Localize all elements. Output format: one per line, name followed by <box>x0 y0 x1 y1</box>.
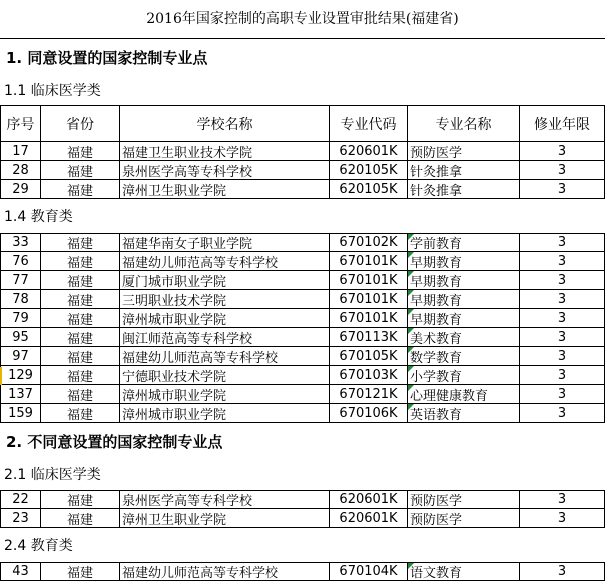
cell-province[interactable]: 福建 <box>41 271 120 289</box>
cell-school[interactable]: 漳州城市职业学院 <box>120 404 330 422</box>
cell-years[interactable]: 3 <box>520 252 605 270</box>
cell-years[interactable]: 3 <box>520 180 605 198</box>
cell-index[interactable]: 159 <box>0 404 41 422</box>
section-label: 1. 同意设置的国家控制专业点 <box>6 48 208 67</box>
header-cell-province: 省份 <box>41 106 120 141</box>
cell-school[interactable]: 泉州医学高等专科学校 <box>120 161 330 179</box>
cell-code[interactable]: 670104K <box>330 563 408 580</box>
cell-index[interactable]: 76 <box>0 252 41 270</box>
subsection-education-2 <box>0 528 605 562</box>
cell-code[interactable]: 620601K <box>330 142 408 160</box>
cell-school[interactable]: 福建华南女子职业学院 <box>120 234 330 251</box>
cell-index[interactable]: 22 <box>0 491 41 508</box>
table-row <box>0 252 605 271</box>
cell-years[interactable]: 3 <box>520 563 605 580</box>
table-row <box>0 490 605 509</box>
cell-school[interactable]: 漳州卫生职业学院 <box>120 180 330 198</box>
cell-major[interactable] <box>408 347 520 365</box>
cell-school[interactable]: 三明职业技术学院 <box>120 290 330 308</box>
section-label: 2. 不同意设置的国家控制专业点 <box>6 432 223 451</box>
cell-index[interactable]: 97 <box>0 347 41 365</box>
cell-code[interactable]: 620601K <box>330 491 408 508</box>
comment-indicator-icon <box>408 328 414 334</box>
cell-years[interactable]: 3 <box>520 509 605 527</box>
comment-indicator-icon <box>408 234 414 240</box>
cell-text: 早期教育 <box>410 293 463 308</box>
cell-school[interactable]: 闽江师范高等专科学校 <box>120 328 330 346</box>
header-cell-code: 专业代码 <box>330 106 408 141</box>
table-row <box>0 509 605 528</box>
cell-school[interactable]: 福建卫生职业技术学院 <box>120 142 330 160</box>
cell-years[interactable]: 3 <box>520 161 605 179</box>
cell-province[interactable]: 福建 <box>41 491 120 508</box>
cell-province[interactable]: 福建 <box>41 347 120 365</box>
table-row <box>0 385 605 404</box>
cell-code[interactable]: 620105K <box>330 180 408 198</box>
cell-index[interactable]: 23 <box>0 509 41 527</box>
header-cell-years: 修业年限 <box>520 106 605 141</box>
table-row <box>0 562 605 581</box>
subsection-clinical-1 <box>0 75 605 105</box>
table-row <box>0 309 605 328</box>
cell-code[interactable]: 620105K <box>330 161 408 179</box>
cell-years[interactable]: 3 <box>520 491 605 508</box>
cell-school[interactable]: 漳州城市职业学院 <box>120 309 330 327</box>
cell-years[interactable]: 3 <box>520 347 605 365</box>
cell-index[interactable]: 17 <box>0 142 41 160</box>
cell-province[interactable]: 福建 <box>41 309 120 327</box>
cell-major[interactable]: 预防医学 <box>408 509 520 527</box>
comment-indicator-icon <box>408 404 414 410</box>
cell-index[interactable]: 129 <box>0 366 41 384</box>
table-row <box>0 161 605 180</box>
cell-text: 心理健康教育 <box>410 388 489 403</box>
cell-code[interactable]: 670103K <box>330 366 408 384</box>
cell-index[interactable]: 77 <box>0 271 41 289</box>
header-cell-index: 序号 <box>0 106 41 141</box>
cell-text: 语文教育 <box>410 566 463 580</box>
comment-indicator-icon <box>408 271 414 277</box>
cell-major[interactable] <box>408 404 520 422</box>
subsection-education-1 <box>0 199 605 232</box>
cell-major[interactable]: 预防医学 <box>408 491 520 508</box>
cell-text: 小学教育 <box>410 369 463 384</box>
table-row <box>0 404 605 423</box>
cell-index[interactable]: 79 <box>0 309 41 327</box>
cell-text: 美术教育 <box>410 331 463 346</box>
row-highlight-marker <box>0 367 2 385</box>
cell-code[interactable]: 670101K <box>330 290 408 308</box>
cell-province[interactable]: 福建 <box>41 366 120 384</box>
table-header-row <box>0 105 605 142</box>
cell-index[interactable]: 28 <box>0 161 41 179</box>
cell-major[interactable] <box>408 366 520 384</box>
table-row <box>0 328 605 347</box>
cell-code[interactable]: 670101K <box>330 252 408 270</box>
comment-indicator-icon <box>408 366 414 372</box>
header-cell-school: 学校名称 <box>120 106 330 141</box>
comment-indicator-icon <box>408 290 414 296</box>
cell-province[interactable]: 福建 <box>41 385 120 403</box>
subsection-label: 1.4 教育类 <box>4 208 73 225</box>
cell-text: 英语教育 <box>410 407 463 422</box>
section-rejected <box>0 424 605 458</box>
comment-indicator-icon <box>408 347 414 353</box>
cell-school[interactable]: 福建幼儿师范高等专科学校 <box>120 347 330 365</box>
cell-years[interactable]: 3 <box>520 404 605 422</box>
cell-years[interactable]: 3 <box>520 271 605 289</box>
cell-code[interactable]: 670101K <box>330 271 408 289</box>
subsection-label: 1.1 临床医学类 <box>4 83 101 99</box>
cell-major[interactable]: 针灸推拿 <box>408 180 520 198</box>
section-approved <box>0 39 605 75</box>
page-title: 2016年国家控制的高职专业设置审批结果(福建省) <box>146 11 459 27</box>
cell-major[interactable] <box>408 328 520 346</box>
cell-province[interactable]: 福建 <box>41 161 120 179</box>
cell-school[interactable]: 泉州医学高等专科学校 <box>120 491 330 508</box>
table-row <box>0 180 605 199</box>
cell-province[interactable]: 福建 <box>41 234 120 251</box>
cell-years[interactable]: 3 <box>520 309 605 327</box>
cell-code[interactable]: 670106K <box>330 404 408 422</box>
cell-index[interactable]: 43 <box>0 563 41 580</box>
cell-school[interactable]: 漳州城市职业学院 <box>120 385 330 403</box>
comment-indicator-icon <box>408 563 414 569</box>
cell-school[interactable]: 福建幼儿师范高等专科学校 <box>120 252 330 270</box>
cell-text: 学前教育 <box>410 237 463 251</box>
comment-indicator-icon <box>408 252 414 258</box>
cell-major[interactable] <box>408 385 520 403</box>
cell-major[interactable] <box>408 290 520 308</box>
comment-indicator-icon <box>408 309 414 315</box>
cell-school[interactable]: 漳州卫生职业学院 <box>120 509 330 527</box>
cell-major[interactable] <box>408 271 520 289</box>
cell-years[interactable]: 3 <box>520 290 605 308</box>
cell-index[interactable]: 78 <box>0 290 41 308</box>
cell-index[interactable]: 137 <box>0 385 41 403</box>
cell-code[interactable]: 670102K <box>330 234 408 251</box>
cell-province[interactable]: 福建 <box>41 404 120 422</box>
cell-years[interactable]: 3 <box>520 328 605 346</box>
subsection-clinical-2 <box>0 458 605 490</box>
table-row <box>0 290 605 309</box>
header-cell-major: 专业名称 <box>408 106 520 141</box>
cell-major[interactable] <box>408 234 520 251</box>
cell-code[interactable]: 670113K <box>330 328 408 346</box>
cell-major[interactable]: 预防医学 <box>408 142 520 160</box>
comment-indicator-icon <box>408 385 414 391</box>
cell-major[interactable]: 针灸推拿 <box>408 161 520 179</box>
cell-province[interactable]: 福建 <box>41 252 120 270</box>
cell-index[interactable]: 29 <box>0 180 41 198</box>
cell-province[interactable]: 福建 <box>41 180 120 198</box>
cell-school[interactable]: 福建幼儿师范高等专科学校 <box>120 563 330 580</box>
cell-text: 早期教育 <box>410 255 463 270</box>
cell-code[interactable]: 620601K <box>330 509 408 527</box>
cell-province[interactable]: 福建 <box>41 509 120 527</box>
cell-major[interactable] <box>408 563 520 580</box>
cell-province[interactable]: 福建 <box>41 290 120 308</box>
cell-province[interactable]: 福建 <box>41 142 120 160</box>
cell-code[interactable]: 670121K <box>330 385 408 403</box>
cell-school[interactable]: 宁德职业技术学院 <box>120 366 330 384</box>
cell-text: 数学教育 <box>410 350 463 365</box>
cell-major[interactable] <box>408 309 520 327</box>
table-row <box>0 233 605 252</box>
table-row <box>0 347 605 366</box>
cell-text: 早期教育 <box>410 312 463 327</box>
cell-years[interactable]: 3 <box>520 234 605 251</box>
cell-text: 早期教育 <box>410 274 463 289</box>
table-row <box>0 142 605 161</box>
subsection-label: 2.1 临床医学类 <box>4 467 101 483</box>
cell-code[interactable]: 670101K <box>330 309 408 327</box>
cell-school[interactable]: 厦门城市职业学院 <box>120 271 330 289</box>
subsection-label: 2.4 教育类 <box>4 538 73 554</box>
table-row <box>0 271 605 290</box>
cell-province[interactable]: 福建 <box>41 328 120 346</box>
cell-years[interactable]: 3 <box>520 366 605 384</box>
cell-major[interactable] <box>408 252 520 270</box>
cell-province[interactable]: 福建 <box>41 563 120 580</box>
table-row <box>0 366 605 385</box>
cell-years[interactable]: 3 <box>520 142 605 160</box>
cell-code[interactable]: 670105K <box>330 347 408 365</box>
cell-years[interactable]: 3 <box>520 385 605 403</box>
cell-index[interactable]: 33 <box>0 234 41 251</box>
cell-index[interactable]: 95 <box>0 328 41 346</box>
